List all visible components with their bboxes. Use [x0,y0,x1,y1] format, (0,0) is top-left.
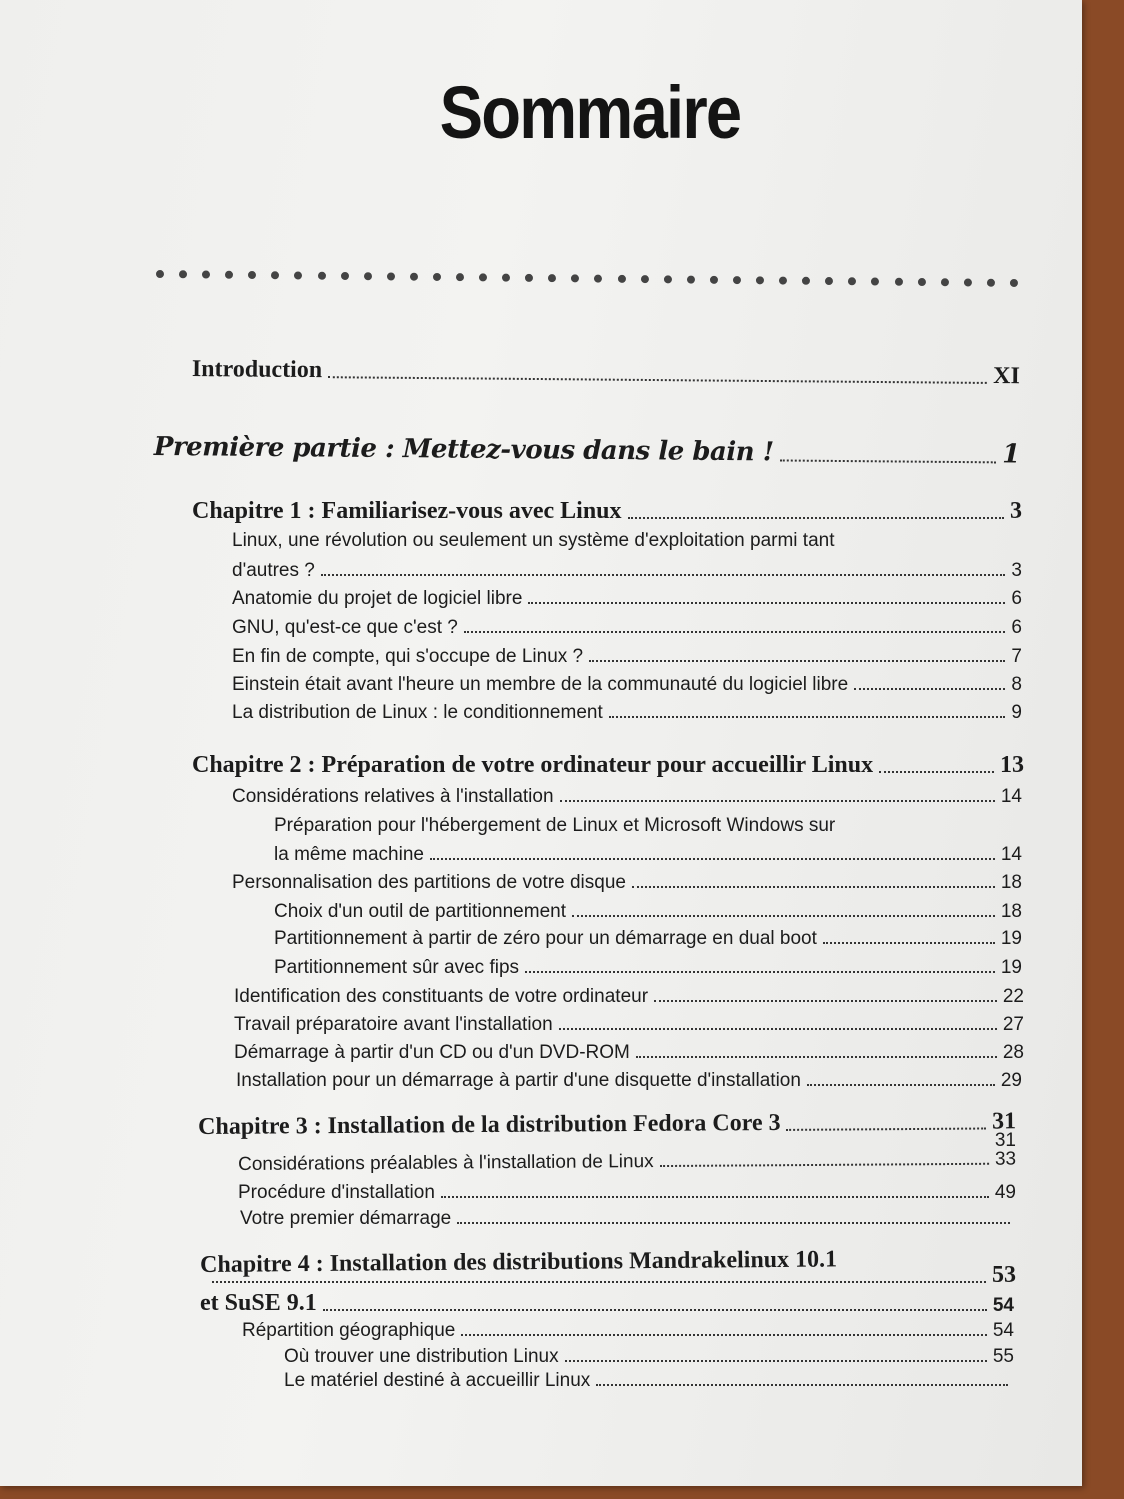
toc-introduction[interactable] [192,356,1020,390]
toc-part-1[interactable] [154,432,1020,470]
toc-label: Introduction [191,356,323,384]
toc-entry[interactable] [274,957,1022,979]
toc-leader [441,1196,989,1198]
toc-leader [464,631,1006,633]
toc-label: la même machine [274,844,424,865]
toc-page: 1 [1002,439,1020,470]
toc-label: Considérations relatives à l'installation [232,786,554,807]
toc-label: Installation pour un démarrage à partir d'une disquette d'installation [236,1070,801,1091]
toc-entry[interactable] [232,872,1022,894]
toc-entry[interactable] [238,1182,1016,1204]
toc-label: Votre premier démarrage [240,1208,452,1229]
toc-label: Première partie : Mettez-vous dans le bain ! [153,432,774,468]
toc-page: 8 [1011,674,1022,695]
toc-page: 27 [1002,1014,1024,1035]
toc-page: 55 [992,1346,1014,1367]
toc-page: 31 [994,1130,1016,1151]
toc-label: Personnalisation des partitions de votre disque [232,872,626,893]
toc-entry[interactable] [240,1208,1016,1230]
page-title: Sommaire [439,71,741,154]
toc-label: d'autres ? [232,560,315,581]
toc-label: Où trouver une distribution Linux [284,1346,559,1367]
toc-entry[interactable] [284,1370,1014,1392]
toc-chapter-4[interactable] [200,1262,1016,1289]
toc-leader [559,1028,997,1030]
toc-page: 54 [992,1295,1014,1316]
toc-leader [323,1309,987,1311]
toc-page: 19 [1000,928,1022,949]
toc-page: 29 [1000,1070,1022,1091]
toc-leader [525,971,995,973]
toc-label: Choix d'un outil de partitionnement [274,901,566,922]
toc-leader [636,1056,997,1058]
toc-label: Le matériel destiné à accueillir Linux [284,1370,591,1391]
toc-label: Einstein était avant l'heure un membre de la communauté du logiciel libre [232,674,849,695]
toc-leader [823,942,995,944]
toc-page: 53 [992,1262,1016,1288]
toc-leader [457,1222,1010,1224]
toc-label: Identification des constituants de votre ordinateur [234,986,649,1007]
toc-entry[interactable] [234,986,1024,1008]
toc-label: Partitionnement à partir de zéro pour un démarrage en dual boot [274,928,817,949]
toc-entry[interactable] [234,1042,1024,1064]
toc-entry[interactable] [242,1320,1014,1342]
toc-leader [609,716,1006,718]
toc-page: 31 [991,1108,1017,1135]
dotted-divider [156,268,1018,289]
toc-entry[interactable] [274,844,1022,866]
toc-entry[interactable] [232,646,1022,668]
toc-page: 18 [1000,872,1022,893]
toc-leader [328,376,987,384]
toc-leader [654,1000,997,1002]
toc-page: 49 [994,1182,1016,1203]
toc-leader [807,1084,995,1086]
toc-entry-line1: Préparation pour l'hébergement de Linux et Microsoft Windows sur [274,815,836,836]
toc-page: 22 [1002,986,1024,1007]
toc-leader [560,800,995,802]
toc-leader [632,886,995,888]
toc-leader [212,1281,986,1283]
toc-label: Chapitre 1 : Familiarisez-vous avec Linux [192,498,622,524]
toc-leader [854,688,1005,690]
toc-entry[interactable] [274,901,1022,923]
toc-leader [430,858,995,860]
toc-page: 14 [1000,844,1022,865]
toc-page: 6 [1011,588,1022,609]
toc-chapter-1[interactable] [192,498,1022,525]
toc-leader [660,1163,989,1167]
toc-entry[interactable] [232,588,1022,610]
toc-leader [572,915,995,917]
toc-leader [565,1360,987,1362]
toc-page: 28 [1002,1042,1024,1063]
toc-chapter-4-cont[interactable] [200,1290,1014,1317]
toc-entry[interactable] [232,702,1022,724]
toc-page: 33 [994,1148,1017,1170]
toc-entry[interactable] [238,1149,1016,1176]
toc-page: 54 [992,1320,1014,1341]
toc-label: et SuSE 9.1 [200,1290,317,1316]
toc-page: 9 [1011,702,1022,723]
toc-entry-line1: Linux, une révolution ou seulement un système d'exploitation parmi tant [232,530,835,551]
toc-page: 18 [1000,901,1022,922]
toc-page: 19 [1000,957,1022,978]
toc-entry[interactable] [274,928,1022,950]
toc-chapter-2[interactable] [192,752,1024,779]
toc-label: Procédure d'installation [238,1182,435,1203]
toc-label: Chapitre 2 : Préparation de votre ordinateur pour accueillir Linux [192,752,874,778]
toc-label: La distribution de Linux : le conditionnement [232,702,603,723]
toc-leader [879,771,994,773]
toc-leader [628,517,1004,519]
toc-entry[interactable] [232,674,1022,696]
toc-page: 6 [1011,617,1022,638]
toc-label: Anatomie du projet de logiciel libre [232,588,523,609]
toc-leader [321,574,1006,576]
toc-entry[interactable] [234,1014,1024,1036]
toc-label: Considérations préalables à l'installation de Linux [238,1151,654,1175]
toc-page: 7 [1011,646,1022,667]
toc-label: Démarrage à partir d'un CD ou d'un DVD-ROM [234,1042,630,1063]
toc-entry[interactable] [236,1070,1022,1092]
toc-label: GNU, qu'est-ce que c'est ? [232,617,458,638]
toc-entry[interactable] [232,617,1022,639]
toc-entry[interactable] [284,1346,1014,1368]
toc-page: 14 [1000,786,1022,807]
toc-label: Travail préparatoire avant l'installation [234,1014,553,1035]
toc-leader [589,660,1005,662]
toc-leader [779,459,996,463]
toc-page: 3 [1010,498,1022,524]
toc-label: Partitionnement sûr avec fips [274,957,520,978]
toc-leader [461,1334,986,1336]
toc-chapter-4-line1: Chapitre 4 : Installation des distributions Mandrakelinux 10.1 [200,1246,838,1278]
toc-page: XI [993,362,1020,390]
toc-leader [596,1384,1008,1386]
toc-leader [528,602,1005,604]
toc-entry[interactable] [232,560,1022,582]
toc-label: Répartition géographique [242,1320,456,1341]
toc-entry[interactable] [232,786,1022,808]
toc-page: 3 [1011,560,1022,581]
toc-label: Chapitre 3 : Installation de la distribution Fedora Core 3 [198,1109,781,1140]
toc-label: En fin de compte, qui s'occupe de Linux ? [232,646,584,667]
toc-page: 13 [1000,752,1024,778]
